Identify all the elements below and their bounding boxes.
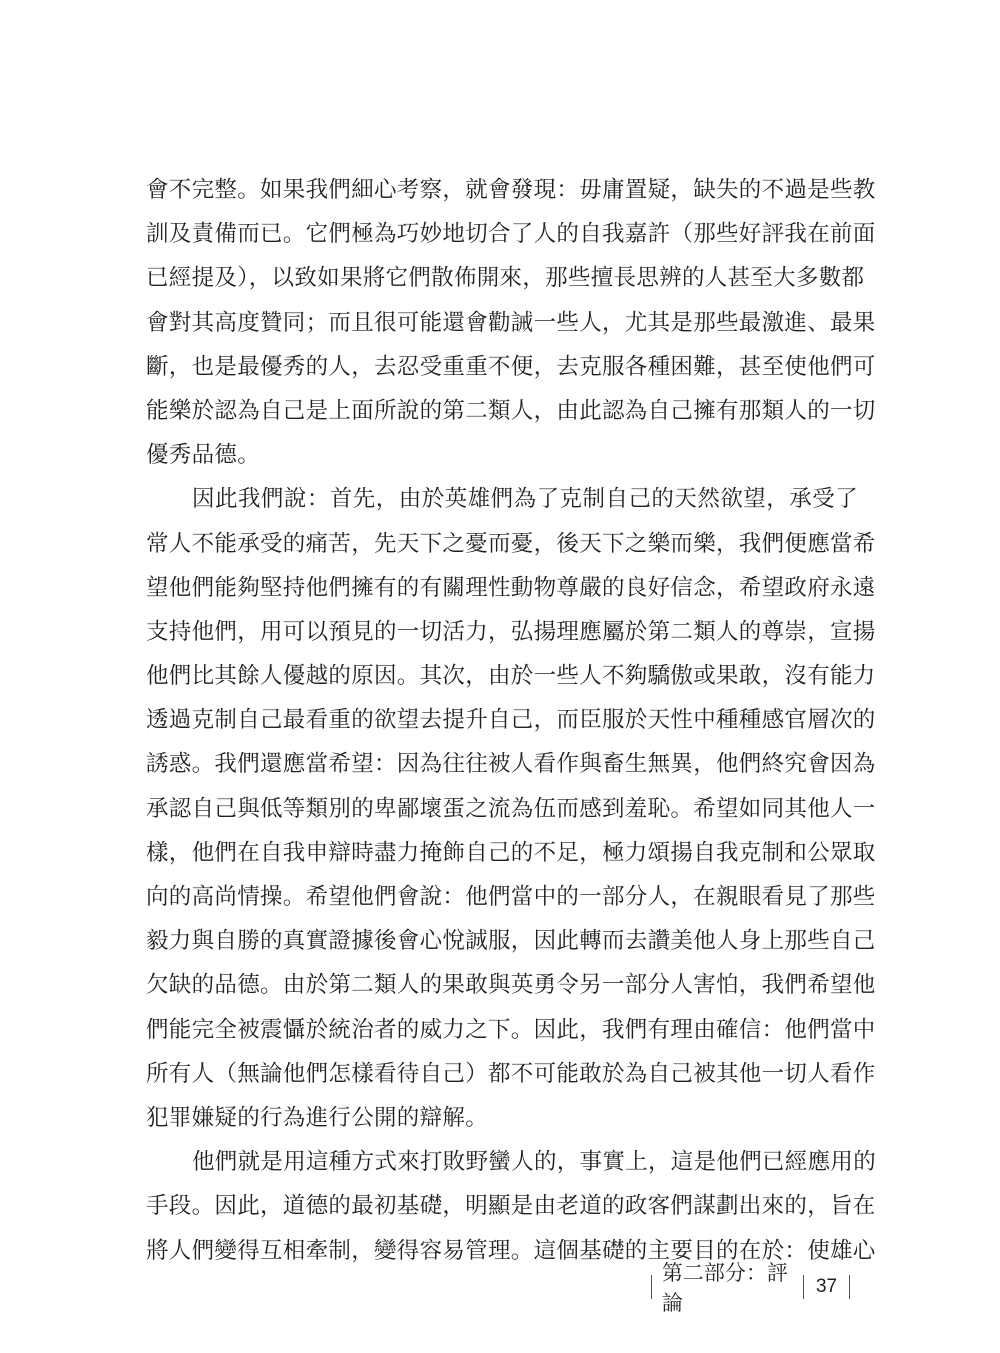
text-line: 們能完全被震懾於統治者的威力之下。因此，我們有理由確信：他們當中 — [146, 1016, 876, 1043]
text-line: 能樂於認為自己是上面所說的第二類人，由此認為自己擁有那類人的一切 — [146, 397, 876, 424]
text-line: 會對其高度贊同；而且很可能還會勸誡一些人，尤其是那些最激進、最果 — [146, 309, 876, 336]
footer-divider — [849, 1275, 850, 1299]
text-line: 所有人（無論他們怎樣看待自己）都不可能敢於為自己被其他一切人看作 — [146, 1060, 876, 1087]
footer-divider — [651, 1275, 652, 1299]
footer-divider — [803, 1275, 804, 1299]
text-line: 手段。因此，道德的最初基礎，明顯是由老道的政客們謀劃出來的，旨在 — [146, 1193, 876, 1220]
text-line: 透過克制自己最看重的欲望去提升自己，而臣服於天性中種種感官層次的 — [146, 707, 876, 734]
paragraph-first-line: 他們就是用這種方式來打敗野蠻人的，事實上，這是他們已經應用的 — [192, 1149, 877, 1176]
text-line: 已經提及），以致如果將它們散佈開來，那些擅長思辨的人甚至大多數都 — [146, 265, 865, 292]
text-line: 毅力與自勝的真實證據後會心悅誠服，因此轉而去讚美他人身上那些自己 — [146, 928, 876, 955]
body-text — [146, 168, 877, 1273]
text-line: 將人們變得互相牽制，變得容易管理。這個基礎的主要目的在於：使雄心 — [146, 1237, 876, 1264]
text-line: 望他們能夠堅持他們擁有的有關理性動物尊嚴的良好信念，希望政府永遠 — [146, 574, 876, 601]
section-title: 第二部分：評論 — [661, 1261, 788, 1315]
text-line: 訓及責備而已。它們極為巧妙地切合了人的自我嘉許（那些好評我在前面 — [146, 221, 876, 248]
paragraph-first-line: 因此我們說：首先，由於英雄們為了克制自己的天然欲望，承受了 — [192, 486, 858, 513]
page-footer — [640, 1261, 860, 1315]
text-line: 他們比其餘人優越的原因。其次，由於一些人不夠驕傲或果敢，沒有能力 — [146, 663, 876, 690]
text-line: 支持他們，用可以預見的一切活力，弘揚理應屬於第二類人的尊崇，宣揚 — [146, 618, 876, 645]
text-line: 向的高尚情操。希望他們會說：他們當中的一部分人，在親眼看見了那些 — [146, 884, 876, 910]
text-line: 會不完整。如果我們細心考察，就會發現：毋庸置疑，缺失的不過是些教 — [146, 177, 876, 203]
text-line: 斷，也是最優秀的人，去忍受重重不便，去克服各種困難，甚至使他們可 — [146, 353, 876, 380]
text-line: 常人不能承受的痛苦，先天下之憂而憂，後天下之樂而樂，我們便應當希 — [146, 530, 876, 557]
page-number: 37 — [815, 1276, 838, 1297]
text-line: 誘惑。我們還應當希望：因為往往被人看作與畜生無異，他們終究會因為 — [146, 751, 876, 778]
text-line: 優秀品德。 — [146, 442, 261, 469]
text-line: 樣，他們在自我申辯時盡力掩飾自己的不足，極力頌揚自我克制和公眾取 — [146, 839, 876, 866]
text-line: 欠缺的品德。由於第二類人的果敢與英勇令另一部分人害怕，我們希望他 — [146, 972, 876, 999]
text-line: 犯罪嫌疑的行為進行公開的辯解。 — [146, 1104, 489, 1131]
text-line: 承認自己與低等類別的卑鄙壞蛋之流為伍而感到羞恥。希望如同其他人一 — [146, 795, 876, 822]
